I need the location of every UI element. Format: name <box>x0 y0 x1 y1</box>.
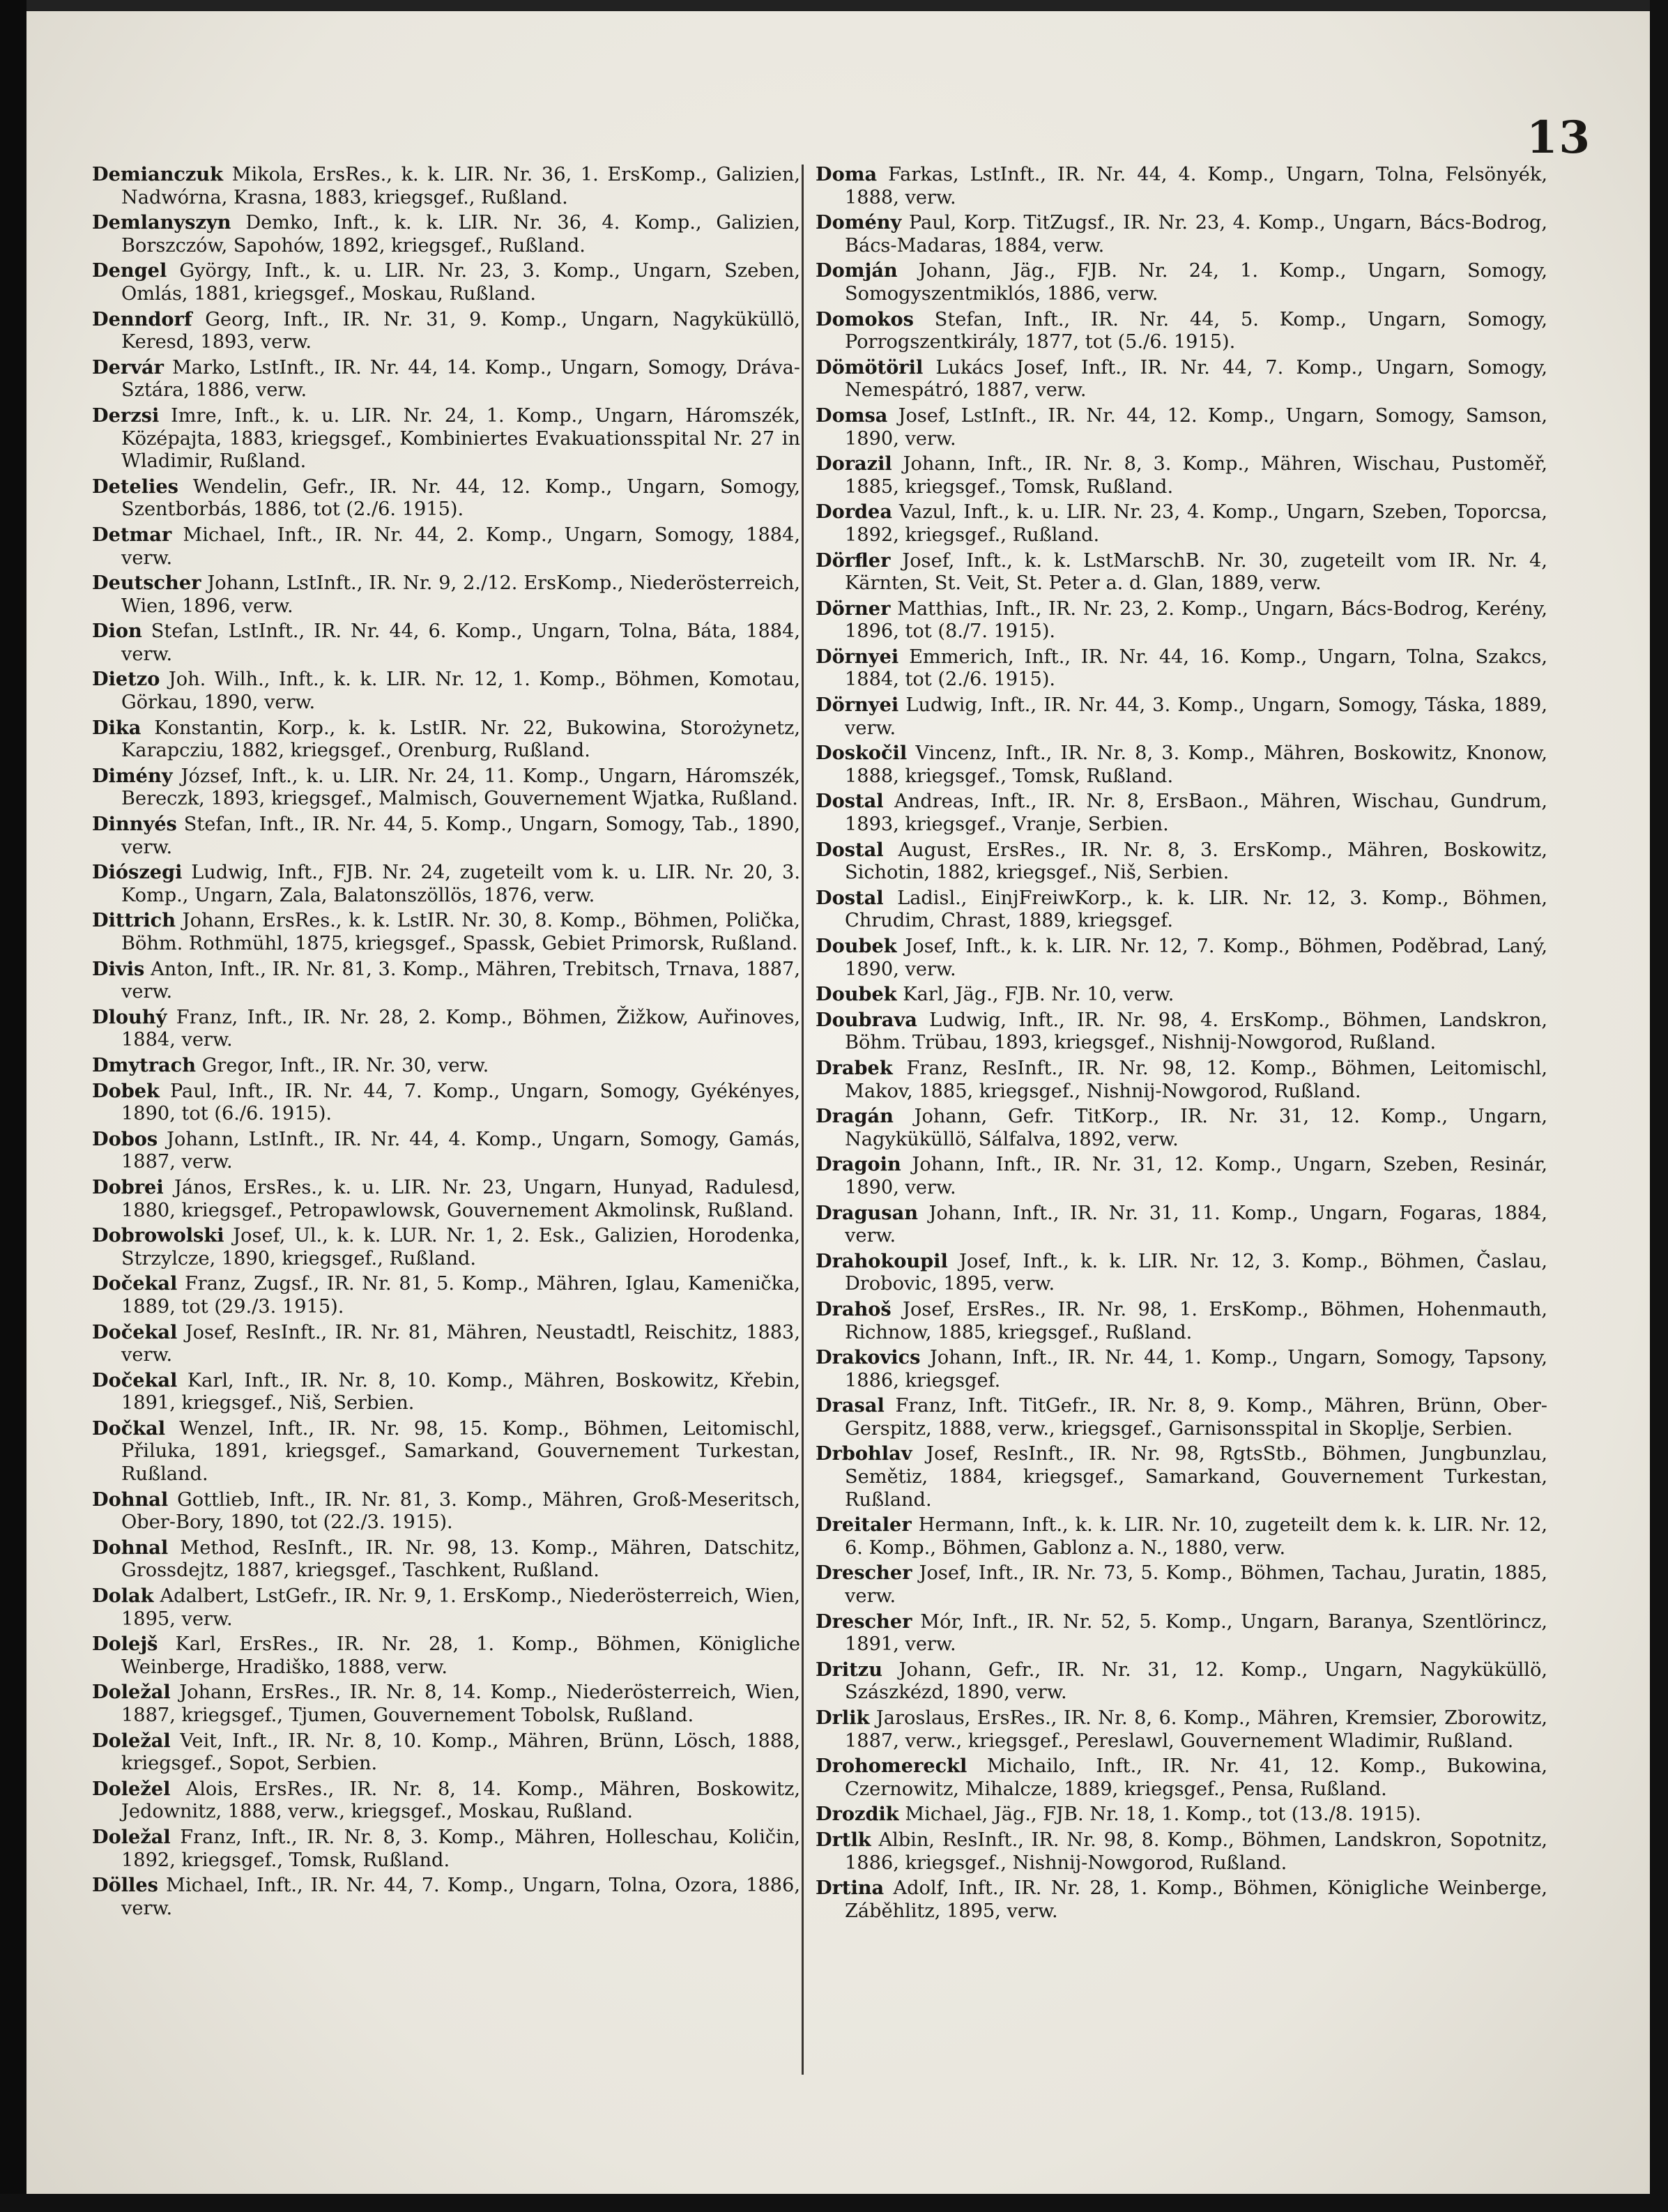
casualty-entry <box>816 404 1547 450</box>
entry-surname: Dragán <box>816 1105 894 1128</box>
entry-details: Method, ResInft., IR. Nr. 98, 13. Komp., Mähren, Datschitz, Grossdejtz, 1887, kriegsgef., Taschkent, Rußland. <box>121 1536 800 1582</box>
casualty-entry <box>816 1202 1547 1248</box>
entry-surname: Dočkal <box>92 1417 166 1440</box>
casualty-entry <box>92 1006 800 1052</box>
casualty-entry <box>816 1658 1547 1704</box>
entry-details: Marko, LstInft., IR. Nr. 44, 14. Komp., Ungarn, Somogy, Dráva-Sztára, 1886, verw. <box>121 356 800 402</box>
entry-details: Ladisl., EinjFreiwKorp., k. k. LIR. Nr. 12, 3. Komp., Böhmen, Chrudim, Chrast, 1889, kriegsgef. <box>845 887 1547 932</box>
entry-surname: Dengel <box>92 259 167 282</box>
entry-surname: Dervár <box>92 356 164 379</box>
entry-details: Josef, Ul., k. k. LUR. Nr. 1, 2. Esk., Galizien, Horodenka, Strzylcze, 1890, kriegsgef., Rußland. <box>121 1225 800 1269</box>
casualty-entry <box>92 524 800 570</box>
entry-surname: Dörner <box>816 597 891 620</box>
casualty-entry <box>92 1272 800 1318</box>
casualty-entry <box>92 1176 800 1222</box>
entry-surname: Dobrei <box>92 1175 164 1198</box>
entry-surname: Detmar <box>92 523 172 546</box>
entry-details: August, ErsRes., IR. Nr. 8, 3. ErsKomp., Mähren, Boskowitz, Sichotin, 1882, kriegsgef., Niš, Serbien. <box>845 839 1547 884</box>
entry-details: Josef, ErsRes., IR. Nr. 98, 1. ErsKomp., Böhmen, Hohenmauth, Richnow, 1885, kriegsgef., Rußland. <box>845 1298 1547 1343</box>
entry-details: Gregor, Inft., IR. Nr. 30, verw. <box>201 1054 489 1076</box>
entry-details: Joh. Wilh., Inft., k. k. LIR. Nr. 12, 1. Komp., Böhmen, Komotau, Görkau, 1890, verw. <box>121 669 800 714</box>
casualty-entry <box>92 1369 800 1415</box>
entry-details: Konstantin, Korp., k. k. LstIR. Nr. 22, Bukowina, Storożynetz, Karapcziu, 1882, kriegsgef., Orenburg, Rußland. <box>121 717 800 762</box>
casualty-entry <box>92 1730 800 1776</box>
entry-surname: Dohnal <box>92 1536 169 1559</box>
casualty-entry <box>92 620 800 666</box>
casualty-entry <box>816 935 1547 981</box>
entry-details: Johann, Inft., IR. Nr. 31, 12. Komp., Ungarn, Szeben, Resinár, 1890, verw. <box>845 1154 1547 1198</box>
entry-surname: Dika <box>92 716 141 739</box>
casualty-entry <box>816 983 1547 1007</box>
entry-surname: Domján <box>816 259 898 282</box>
casualty-entry <box>816 1346 1547 1392</box>
entry-details: Albin, ResInft., IR. Nr. 98, 8. Komp., Böhmen, Landskron, Sopotnitz, 1886, kriegsgef., Nishnij-Nowgorod, Rußland. <box>845 1829 1547 1874</box>
entry-surname: Dragusan <box>816 1201 918 1224</box>
casualty-entry <box>92 1080 800 1126</box>
casualty-entry <box>816 1442 1547 1511</box>
casualty-entry <box>816 163 1547 209</box>
entry-surname: Doležal <box>92 1825 171 1848</box>
entry-details: Josef, Inft., k. k. LIR. Nr. 12, 3. Komp., Böhmen, Časlau, Drobovic, 1895, verw. <box>845 1250 1547 1295</box>
casualty-entry <box>816 887 1547 933</box>
casualty-entry <box>92 1681 800 1727</box>
entry-surname: Drtlk <box>816 1828 871 1851</box>
casualty-entry <box>816 646 1547 692</box>
casualty-entry <box>816 1057 1547 1103</box>
entry-surname: Dolak <box>92 1585 154 1608</box>
entry-details: Franz, Inft., IR. Nr. 8, 3. Komp., Mähren, Holleschau, Količin, 1892, kriegsgef., Tomsk, Rußland. <box>121 1826 800 1871</box>
entry-surname: Dörfler <box>816 549 891 572</box>
entry-surname: Dohnal <box>92 1488 169 1511</box>
casualty-entry <box>92 1536 800 1582</box>
casualty-entry <box>816 790 1547 836</box>
scan-border-right <box>1650 0 1668 2212</box>
entry-surname: Dietzo <box>92 668 160 691</box>
entry-surname: Dolejš <box>92 1633 158 1656</box>
casualty-entry <box>816 1513 1547 1559</box>
entry-details: Johann, ErsRes., k. k. LstIR. Nr. 30, 8. Komp., Böhmen, Polička, Böhm. Rothmühl, 1875, kriegsgef., Spassk, Gebiet Primorsk, Rußland. <box>121 910 800 954</box>
entry-surname: Dobek <box>92 1079 160 1102</box>
casualty-entry <box>92 356 800 402</box>
scan-border-top <box>0 0 1668 11</box>
entry-details: Georg, Inft., IR. Nr. 31, 9. Komp., Ungarn, Nagyküküllö, Keresd, 1893, verw. <box>121 308 800 353</box>
entry-details: Paul, Inft., IR. Nr. 44, 7. Komp., Ungarn, Somogy, Gyékényes, 1890, tot (6./6. 1915). <box>121 1080 800 1125</box>
entry-surname: Drakovics <box>816 1346 921 1369</box>
entry-details: Wenzel, Inft., IR. Nr. 98, 15. Komp., Böhmen, Leitomischl, Přiluka, 1891, kriegsgef., Samarkand, Gouvernement Turkestan, Rußland. <box>121 1417 800 1486</box>
entry-surname: Dostal <box>816 790 884 813</box>
right-column <box>816 163 1547 1925</box>
entry-details: Vazul, Inft., k. u. LIR. Nr. 23, 4. Komp., Ungarn, Szeben, Toporcsa, 1892, kriegsgef., Rußland. <box>845 501 1547 546</box>
entry-surname: Doubek <box>816 983 897 1006</box>
casualty-entry <box>92 1054 800 1078</box>
casualty-entry <box>92 1826 800 1872</box>
entry-surname: Drozdik <box>816 1803 899 1826</box>
entry-surname: Drasal <box>816 1394 885 1417</box>
casualty-entry <box>816 839 1547 885</box>
entry-details: Veit, Inft., IR. Nr. 8, 10. Komp., Mähren, Brünn, Lösch, 1888, kriegsgef., Sopot, Serbien. <box>121 1730 800 1775</box>
entry-surname: Dittrich <box>92 909 176 932</box>
entry-details: Josef, ResInft., IR. Nr. 81, Mähren, Neustadtl, Reischitz, 1883, verw. <box>121 1321 800 1366</box>
entry-surname: Drtina <box>816 1877 885 1900</box>
entry-details: Hermann, Inft., k. k. LIR. Nr. 10, zugeteilt dem k. k. LIR. Nr. 12, 6. Komp., Böhmen, Gablonz a. N., 1880, verw. <box>845 1514 1547 1559</box>
entry-details: Josef, Inft., k. k. LstMarschB. Nr. 30, zugeteilt vom IR. Nr. 4, Kärnten, St. Veit, St. Peter a. d. Glan, 1889, verw. <box>845 549 1547 595</box>
entry-details: Stefan, LstInft., IR. Nr. 44, 6. Komp., Ungarn, Tolna, Báta, 1884, verw. <box>121 620 800 665</box>
casualty-entry <box>92 572 800 618</box>
entry-surname: Dimény <box>92 764 173 787</box>
scan-border-bottom <box>0 2194 1668 2212</box>
entry-surname: Dostal <box>816 886 884 909</box>
entry-details: Lukács Josef, Inft., IR. Nr. 44, 7. Komp., Ungarn, Somogy, Nemespátró, 1887, verw. <box>845 356 1547 402</box>
entry-details: Mikola, ErsRes., k. k. LIR. Nr. 36, 1. ErsKomp., Galizien, Nadwórna, Krasna, 1883, kriegsgef., Rußland. <box>121 164 800 208</box>
entry-details: Anton, Inft., IR. Nr. 81, 3. Komp., Mähren, Trebitsch, Trnava, 1887, verw. <box>121 958 800 1003</box>
entry-details: Wendelin, Gefr., IR. Nr. 44, 12. Komp., Ungarn, Somogy, Szentborbás, 1886, tot (2./6. 1915). <box>121 475 800 521</box>
casualty-entry <box>92 1321 800 1367</box>
casualty-entry <box>816 356 1547 402</box>
casualty-entry <box>816 452 1547 498</box>
entry-surname: Dordea <box>816 501 892 524</box>
scan-border-left <box>0 0 26 2212</box>
casualty-entry <box>92 958 800 1004</box>
entry-details: Johann, ErsRes., IR. Nr. 8, 14. Komp., Niederösterreich, Wien, 1887, kriegsgef., Tjumen, Gouvernement Tobolsk, Rußland. <box>121 1681 800 1726</box>
entry-surname: Divis <box>92 957 145 980</box>
entry-details: Franz, Inft., IR. Nr. 28, 2. Komp., Böhmen, Žižkow, Auřinoves, 1884, verw. <box>121 1006 800 1051</box>
casualty-entry <box>92 259 800 305</box>
casualty-entry <box>816 1298 1547 1344</box>
entry-surname: Dion <box>92 620 142 643</box>
entry-details: Josef, Inft., IR. Nr. 73, 5. Komp., Böhmen, Tachau, Juratin, 1885, verw. <box>845 1562 1547 1608</box>
entry-details: Stefan, Inft., IR. Nr. 44, 5. Komp., Ungarn, Somogy, Tab., 1890, verw. <box>121 814 800 858</box>
entry-surname: Doskočil <box>816 742 908 765</box>
column-divider <box>802 165 804 2075</box>
entry-surname: Dobrowolski <box>92 1224 224 1247</box>
entry-surname: Doma <box>816 163 878 185</box>
entry-details: Ludwig, Inft., IR. Nr. 98, 4. ErsKomp., Böhmen, Landskron, Böhm. Trübau, 1893, kriegsgef., Nishnij-Nowgorod, Rußland. <box>845 1009 1547 1054</box>
entry-details: Mór, Inft., IR. Nr. 52, 5. Komp., Ungarn, Baranya, Szentlörincz, 1891, verw. <box>845 1610 1547 1656</box>
entry-surname: Denndorf <box>92 307 192 330</box>
entry-details: Karl, ErsRes., IR. Nr. 28, 1. Komp., Böhmen, Königliche Weinberge, Hradiško, 1888, verw. <box>121 1633 800 1678</box>
entry-surname: Domokos <box>816 307 914 330</box>
casualty-entry <box>92 1488 800 1534</box>
entry-details: Johann, Gefr., IR. Nr. 31, 12. Komp., Ungarn, Nagyküküllö, Szászkézd, 1890, verw. <box>845 1658 1547 1704</box>
left-column <box>92 163 800 1922</box>
casualty-entry <box>92 1224 800 1270</box>
entry-surname: Dobos <box>92 1127 158 1150</box>
entry-surname: Doubek <box>816 935 897 957</box>
entry-details: Franz, ResInft., IR. Nr. 98, 12. Komp., Böhmen, Leitomischl, Makov, 1885, kriegsgef., Nishnij-Nowgorod, Rußland. <box>845 1057 1547 1102</box>
entry-details: Demko, Inft., k. k. LIR. Nr. 36, 4. Komp., Galizien, Borszczów, Sapohów, 1892, kriegsgef., Rußland. <box>121 212 800 257</box>
entry-details: Stefan, Inft., IR. Nr. 44, 5. Komp., Ungarn, Somogy, Porrogszentkirály, 1877, tot (5./6. 1915). <box>845 308 1547 353</box>
entry-surname: Doubrava <box>816 1008 917 1031</box>
entry-details: Emmerich, Inft., IR. Nr. 44, 16. Komp., Ungarn, Tolna, Szakcs, 1884, tot (2./6. 1915). <box>845 646 1547 691</box>
entry-surname: Deutscher <box>92 572 201 595</box>
casualty-entry <box>92 1417 800 1486</box>
casualty-entry <box>92 1585 800 1631</box>
entry-details: Vincenz, Inft., IR. Nr. 8, 3. Komp., Mähren, Boskowitz, Knonow, 1888, kriegsgef., Tomsk, Rußland. <box>845 742 1547 787</box>
entry-details: Farkas, LstInft., IR. Nr. 44, 4. Komp., Ungarn, Tolna, Felsönyék, 1888, verw. <box>845 164 1547 208</box>
entry-details: Michael, Inft., IR. Nr. 44, 2. Komp., Ungarn, Somogy, 1884, verw. <box>121 524 800 569</box>
casualty-entry <box>92 163 800 209</box>
entry-surname: Dörnyei <box>816 694 899 717</box>
entry-details: György, Inft., k. u. LIR. Nr. 23, 3. Komp., Ungarn, Szeben, Omlás, 1881, kriegsgef., Moskau, Rußland. <box>121 260 800 305</box>
entry-details: Johann, Inft., IR. Nr. 31, 11. Komp., Ungarn, Fogaras, 1884, verw. <box>845 1202 1547 1247</box>
entry-details: Josef, LstInft., IR. Nr. 44, 12. Komp., Ungarn, Somogy, Samson, 1890, verw. <box>845 404 1547 450</box>
casualty-entry <box>816 1877 1547 1923</box>
entry-details: Adalbert, LstGefr., IR. Nr. 9, 1. ErsKomp., Niederösterreich, Wien, 1895, verw. <box>121 1585 800 1630</box>
entry-details: József, Inft., k. u. LIR. Nr. 24, 11. Komp., Ungarn, Háromszék, Bereczk, 1893, kriegsgef., Malmisch, Gouvernement Wjatka, Rußland. <box>121 765 800 810</box>
entry-surname: Dostal <box>816 838 884 861</box>
entry-surname: Drohomereckl <box>816 1755 967 1778</box>
casualty-entry <box>816 1707 1547 1753</box>
entry-surname: Demlanyszyn <box>92 211 231 234</box>
casualty-entry <box>816 501 1547 547</box>
entry-details: Johann, Inft., IR. Nr. 44, 1. Komp., Ungarn, Somogy, Tapsony, 1886, kriegsgef. <box>845 1347 1547 1391</box>
entry-surname: Dömötöril <box>816 356 924 379</box>
entry-surname: Doležel <box>92 1777 171 1800</box>
casualty-entry <box>92 404 800 473</box>
entry-surname: Drescher <box>816 1562 912 1585</box>
casualty-entry <box>816 742 1547 788</box>
entry-details: Josef, ResInft., IR. Nr. 98, RgtsStb., Böhmen, Jungbunzlau, Semětiz, 1884, kriegsgef., Samarkand, Gouvernement Turkestan, Rußland. <box>845 1443 1547 1511</box>
entry-details: Franz, Zugsf., IR. Nr. 81, 5. Komp., Mähren, Iglau, Kamenička, 1889, tot (29./3. 1915). <box>121 1273 800 1318</box>
casualty-entry <box>92 861 800 907</box>
entry-surname: Dragoin <box>816 1153 901 1176</box>
entry-details: Ludwig, Inft., FJB. Nr. 24, zugeteilt vom k. u. LIR. Nr. 20, 3. Komp., Ungarn, Zala, Balatonszöllös, 1876, verw. <box>121 862 800 906</box>
entry-surname: Dörnyei <box>816 645 899 668</box>
page-number: 13 <box>1526 112 1591 164</box>
entry-details: Josef, Inft., k. k. LIR. Nr. 12, 7. Komp., Böhmen, Poděbrad, Laný, 1890, verw. <box>845 936 1547 980</box>
entry-details: Johann, LstInft., IR. Nr. 9, 2./12. ErsKomp., Niederösterreich, Wien, 1896, verw. <box>121 572 800 617</box>
casualty-entry <box>816 1829 1547 1875</box>
entry-surname: Derzsi <box>92 404 160 427</box>
casualty-entry <box>92 813 800 859</box>
casualty-entry <box>92 717 800 763</box>
entry-surname: Drbohlav <box>816 1442 912 1465</box>
entry-surname: Dritzu <box>816 1658 882 1681</box>
entry-details: Ludwig, Inft., IR. Nr. 44, 3. Komp., Ungarn, Somogy, Táska, 1889, verw. <box>845 694 1547 739</box>
casualty-entry <box>816 1009 1547 1055</box>
entry-details: Karl, Jäg., FJB. Nr. 10, verw. <box>903 984 1175 1006</box>
entry-details: Michael, Inft., IR. Nr. 44, 7. Komp., Ungarn, Tolna, Ozora, 1886, verw. <box>121 1875 800 1919</box>
casualty-entry <box>816 1562 1547 1608</box>
casualty-entry <box>816 1153 1547 1199</box>
entry-details: Paul, Korp. TitZugsf., IR. Nr. 23, 4. Komp., Ungarn, Bács-Bodrog, Bács-Madaras, 1884, verw. <box>845 212 1547 257</box>
entry-surname: Dreitaler <box>816 1513 912 1536</box>
entry-surname: Dinnyés <box>92 813 177 836</box>
entry-surname: Detelies <box>92 475 178 498</box>
casualty-entry <box>92 765 800 811</box>
entry-surname: Domsa <box>816 404 888 427</box>
casualty-entry <box>816 1610 1547 1656</box>
entry-details: Adolf, Inft., IR. Nr. 28, 1. Komp., Böhmen, Königliche Weinberge, Záběhlitz, 1895, verw. <box>845 1877 1547 1922</box>
casualty-entry <box>92 308 800 354</box>
casualty-entry <box>816 1803 1547 1826</box>
entry-surname: Dmytrach <box>92 1053 196 1076</box>
entry-surname: Drescher <box>816 1610 912 1633</box>
casualty-entry <box>92 211 800 257</box>
casualty-entry <box>92 1633 800 1679</box>
casualty-entry <box>816 549 1547 595</box>
casualty-entry <box>816 1394 1547 1440</box>
entry-surname: Domény <box>816 211 902 234</box>
entry-details: Imre, Inft., k. u. LIR. Nr. 24, 1. Komp., Ungarn, Háromszék, Középajta, 1883, kriegsgef., Kombiniertes Evakuationsspital Nr. 27 in Wladimir, Rußland. <box>121 404 800 473</box>
entry-surname: Diószegi <box>92 861 183 884</box>
casualty-entry <box>816 1250 1547 1296</box>
entry-surname: Dočekal <box>92 1320 178 1343</box>
entry-details: Michael, Jäg., FJB. Nr. 18, 1. Komp., tot (13./8. 1915). <box>905 1803 1421 1826</box>
casualty-entry <box>92 1778 800 1824</box>
entry-surname: Dölles <box>92 1874 158 1897</box>
entry-details: Jaroslaus, ErsRes., IR. Nr. 8, 6. Komp., Mähren, Kremsier, Zborowitz, 1887, verw., kriegsgef., Pereslawl, Gouvernement Wladimir, Rußland. <box>845 1707 1547 1752</box>
casualty-entry <box>816 1755 1547 1801</box>
entry-details: Alois, ErsRes., IR. Nr. 8, 14. Komp., Mähren, Boskowitz, Jedownitz, 1888, verw., kriegsgef., Moskau, Rußland. <box>121 1778 800 1823</box>
entry-details: János, ErsRes., k. u. LIR. Nr. 23, Ungarn, Hunyad, Radulesd, 1880, kriegsgef., Petropawlowsk, Gouvernement Akmolinsk, Rußland. <box>121 1176 800 1221</box>
entry-surname: Drahoš <box>816 1297 892 1320</box>
casualty-entry <box>92 1874 800 1920</box>
casualty-entry <box>816 308 1547 354</box>
entry-surname: Demianczuk <box>92 163 223 185</box>
entry-details: Johann, LstInft., IR. Nr. 44, 4. Komp., Ungarn, Somogy, Gamás, 1887, verw. <box>121 1128 800 1173</box>
entry-surname: Drabek <box>816 1056 893 1079</box>
entry-details: Karl, Inft., IR. Nr. 8, 10. Komp., Mähren, Boskowitz, Křebin, 1891, kriegsgef., Niš, Serbien. <box>121 1369 800 1414</box>
entry-surname: Dlouhý <box>92 1005 167 1028</box>
casualty-entry <box>816 259 1547 305</box>
entry-surname: Drahokoupil <box>816 1249 948 1272</box>
entry-details: Johann, Gefr. TitKorp., IR. Nr. 31, 12. Komp., Ungarn, Nagyküküllö, Sálfalva, 1892, verw. <box>845 1106 1547 1150</box>
casualty-entry <box>92 1128 800 1174</box>
entry-surname: Doležal <box>92 1681 171 1704</box>
entry-details: Johann, Inft., IR. Nr. 8, 3. Komp., Mähren, Wischau, Pustoměř, 1885, kriegsgef., Tomsk, Rußland. <box>845 453 1547 498</box>
casualty-entry <box>816 597 1547 643</box>
entry-surname: Doležal <box>92 1729 171 1752</box>
entry-surname: Dočekal <box>92 1272 178 1295</box>
casualty-entry <box>92 475 800 521</box>
entry-details: Andreas, Inft., IR. Nr. 8, ErsBaon., Mähren, Wischau, Gundrum, 1893, kriegsgef., Vranje, Serbien. <box>845 791 1547 836</box>
entry-surname: Drlik <box>816 1707 870 1729</box>
casualty-entry <box>92 668 800 714</box>
entry-details: Franz, Inft. TitGefr., IR. Nr. 8, 9. Komp., Mähren, Brünn, Ober-Gerspitz, 1888, verw., kriegsgef., Garnisonsspital in Skoplje, Serbien. <box>845 1395 1547 1440</box>
casualty-entry <box>816 211 1547 257</box>
entry-surname: Dorazil <box>816 452 892 475</box>
entry-details: Johann, Jäg., FJB. Nr. 24, 1. Komp., Ungarn, Somogy, Somogyszentmiklós, 1886, verw. <box>845 260 1547 305</box>
casualty-entry <box>92 909 800 955</box>
entry-details: Matthias, Inft., IR. Nr. 23, 2. Komp., Ungarn, Bács-Bodrog, Kerény, 1896, tot (8./7. 1915). <box>845 597 1547 643</box>
casualty-entry <box>816 694 1547 740</box>
entry-surname: Dočekal <box>92 1368 178 1391</box>
entry-details: Michailo, Inft., IR. Nr. 41, 12. Komp., Bukowina, Czernowitz, Mihalcze, 1889, kriegsgef., Pensa, Rußland. <box>845 1755 1547 1800</box>
casualty-entry <box>816 1105 1547 1151</box>
entry-details: Gottlieb, Inft., IR. Nr. 81, 3. Komp., Mähren, Groß-Meseritsch, Ober-Bory, 1890, tot (22./3. 1915). <box>121 1488 800 1534</box>
